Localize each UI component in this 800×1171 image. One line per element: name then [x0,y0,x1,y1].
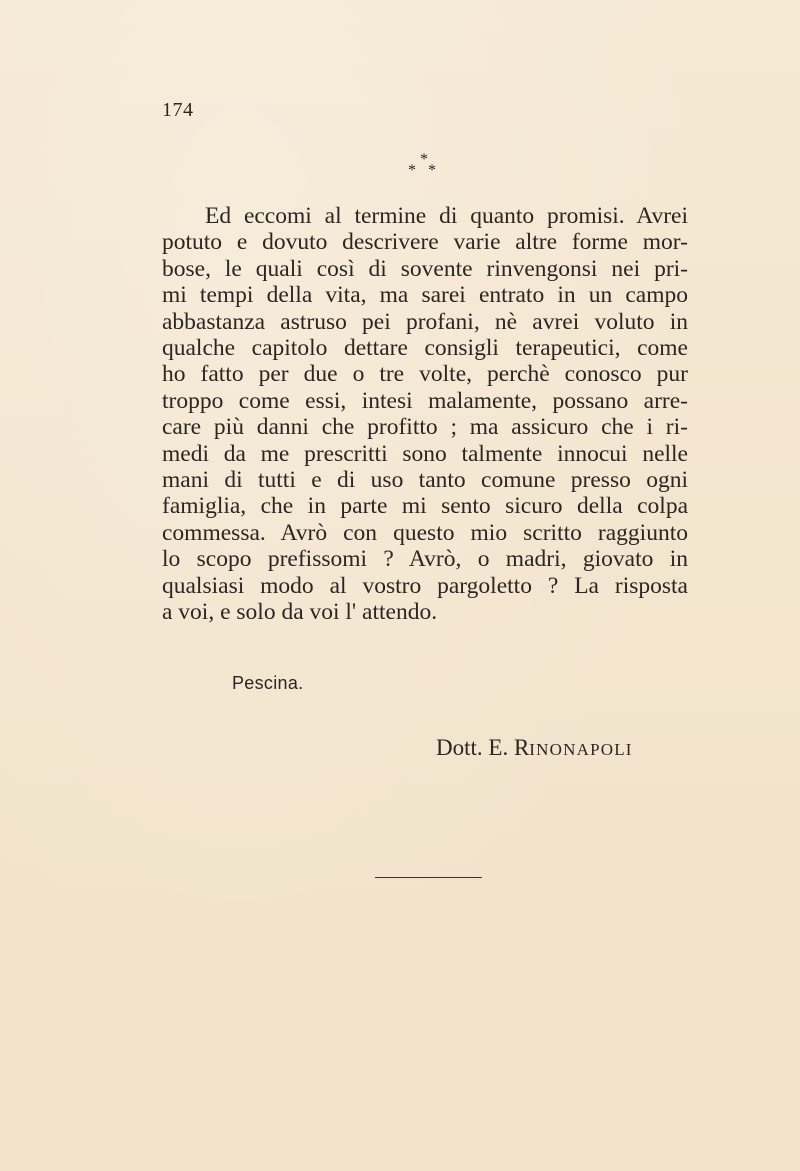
paragraph-line: ho fatto per due o tre volte, perchè conosco pur [162,361,688,388]
paragraph-line: abbastanza astruso pei profani, nè avrei voluto in [162,308,688,335]
asterisk-left: * [408,162,416,179]
paragraph-line: troppo come essi, intesi malamente, possano arre- [162,387,688,414]
paragraph-line: medi da me prescritti sono talmente innocui nelle [162,440,688,467]
paragraph-line: bose, le quali così di sovente rinvengonsi nei pri- [162,255,688,282]
closing-rule [375,877,482,878]
paragraph-line: mani di tutti e di uso tanto comune presso ogni [162,467,688,494]
signature-prefix: Dott. E. [436,735,514,760]
place-name: Pescina. [232,673,304,693]
paragraph-line: mi tempi della vita, ma sarei entrato in un campo [162,282,688,309]
paragraph-line: Ed eccomi al termine di quanto promisi. Avrei [205,203,688,229]
asterisk-top: * [420,151,428,168]
body-paragraph [162,203,688,626]
signature-initial: R [513,735,530,760]
asterisk-right: * [428,162,436,179]
paragraph-line: qualche capitolo dettare consigli terapeutici, come [162,335,688,362]
signature-surname: INONAPOLI [529,740,633,759]
page-number: 174 [162,99,194,121]
asterism-separator [405,152,445,182]
paragraph-line: famiglia, che in parte mi sento sicuro della colpa [162,493,688,520]
paragraph-line: qualsiasi modo al vostro pargoletto ? La risposta [162,572,688,599]
paragraph-line: potuto e dovuto descrivere varie altre forme mor- [162,229,688,256]
paragraph-line: lo scopo prefissomi ? Avrò, o madri, giovato in [162,546,688,573]
author-signature [436,736,633,759]
paragraph-line: care più danni che profitto ; ma assicuro che i ri- [162,414,688,441]
paragraph-line: a voi, e solo da voi l' attendo. [162,599,438,626]
paragraph-line: commessa. Avrò con questo mio scritto raggiunto [162,519,688,546]
